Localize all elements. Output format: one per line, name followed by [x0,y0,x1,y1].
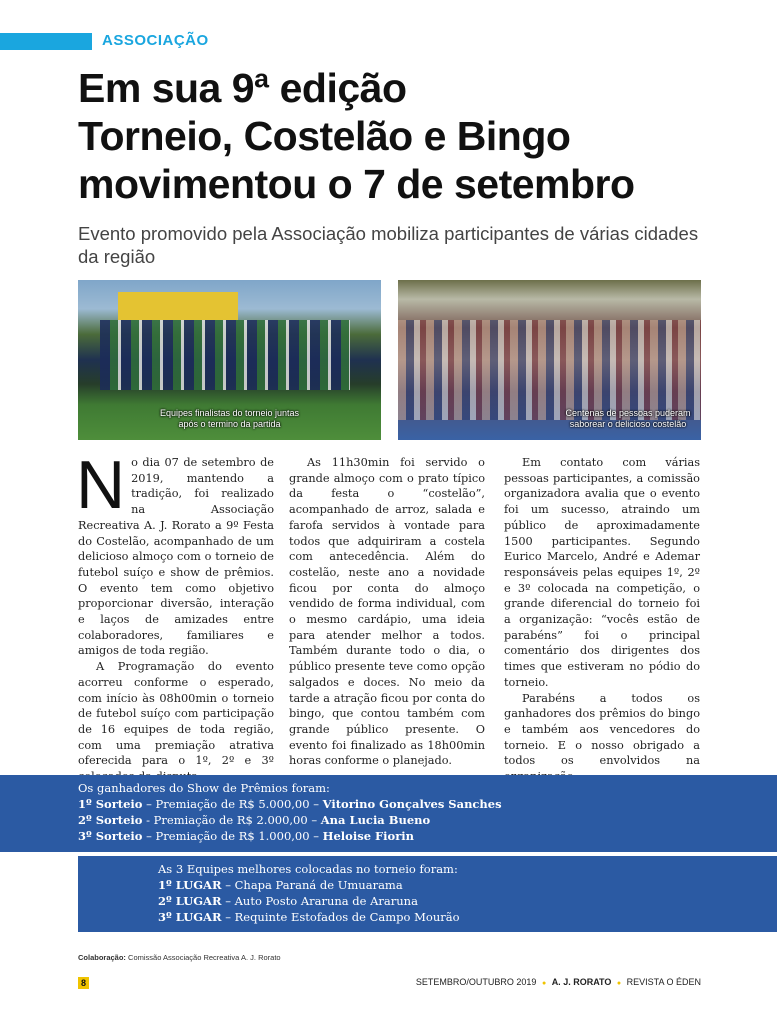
subtitle: Evento promovido pela Associação mobiliza participantes de várias cidades da região [78,223,699,267]
teams-box [78,856,777,932]
photo-caption-line: após o termino da partida [178,419,281,429]
team-item [158,877,460,893]
footer-separator-icon: ● [541,980,547,987]
team-place: 1º LUGAR [158,878,222,892]
prize-item [78,796,502,812]
article-paragraph: A Programação do evento acorreu conforme o esperado, com início às 08h00min o torneio de futebol suíço com participação de 16 equipes de toda região, com uma premiação atrativa oferecida para o 1º, 2º e 3º [78,660,274,768]
prize-winner: Ana Lucia Bueno [320,813,431,827]
photo-crowd-lunch [398,280,701,440]
photo-team-shape [100,320,350,390]
photo-caption [563,408,693,430]
footer-brand: A. J. RORATO [551,977,612,987]
headline-line: Em sua 9ª edição [78,65,407,111]
prize-label: 3º Sorteio [78,829,143,843]
photo-caption-line: Equipes finalistas do torneio juntas [159,408,300,418]
team-place: 2º LUGAR [158,894,222,908]
credit-label: Colaboração: [78,953,126,962]
teams-content [158,861,460,925]
teams-title: As 3 Equipes melhores colocadas no torneio foram: [158,862,458,876]
prizes-content [78,780,502,844]
drop-cap: N [76,447,126,523]
headline-line: movimentou o 7 de setembro [78,161,635,207]
photo-caption [78,408,381,430]
footer-magazine: REVISTA O ÉDEN [626,977,701,987]
headline-line: Torneio, Costelão e Bingo [78,113,571,159]
article-paragraph: As 11h30min foi servido o grande almoço com o prato típico da festa o “costelão”, acompanhado de arroz, salada e farofa servidos à vontade para todos que adquiriram a costela com antecedência. Além do costelão, neste ano a novidade ficou por conta do almoço vendido de forma individual, com o mesmo cardápio, uma ideia para atender melhor a todos. Também durante todo o dia, o público presente teve como opção salgados e doces. No meio da tarde a atração ficou por conta do bingo, que contou também com grande público presente. O evento foi finalizado as 18h00min horas conforme o planejado. [289,456,485,768]
article-paragraph [76,447,274,659]
credit-text: Comissão Associação Recreativa A. J. Rorato [125,953,281,962]
article-paragraph: Em contato com várias pessoas participantes, a comissão organizadora avalia que o evento foi um sucesso, atraindo um público de aproximadamente 1500 participantes. Segundo Eurico Marcelo, André e Ademar responsáveis pelas equipes 1º, 2º e 3º colocada na competição, o grande diferencial do torneio foi a organização: “vocês estão de parabéns” foi o principal comentário dos dirigentes dos times que estiveram no pódio do torneio. [504,456,700,689]
footer-date: SETEMBRO/OUTUBRO 2019 [415,977,537,987]
headline [78,64,718,208]
prize-winner: Vitorino Gonçalves Sanches [322,797,502,811]
team-item [158,893,460,909]
photo-crowd-shape [398,320,701,420]
prize-text: - Premiação de R$ 2.000,00 – [142,813,321,827]
prize-item [78,828,502,844]
team-name: – Requinte Estofados de Campo Mourão [221,910,460,924]
article-paragraph: Parabéns a todos os ganhadores dos prêmios do bingo e também aos vencedores do torneio. E o nosso obrigado a todos os envolvidos na [504,691,700,768]
prize-label: 2º Sorteio [78,813,143,827]
section-accent-bar [0,33,92,50]
prize-winner: Heloise Fiorin [322,829,415,843]
team-item [158,909,460,925]
photo-soccer-teams [78,280,381,440]
prizes-title: Os ganhadores do Show de Prêmios foram: [78,781,330,795]
team-name: – Chapa Paraná de Umuarama [221,878,403,892]
team-name: – Auto Posto Araruna de Araruna [221,894,418,908]
page-number: 8 [78,977,89,989]
photo-building-shape [118,292,238,320]
credit-line [78,953,281,962]
prize-text: – Premiação de R$ 1.000,00 – [142,829,323,843]
article-column-2 [289,455,485,769]
photo-caption-line: saborear o delicioso costelão [569,419,687,429]
team-place: 3º LUGAR [158,910,222,924]
footer-separator-icon: ● [616,980,622,987]
prize-text: – Premiação de R$ 5.000,00 – [142,797,323,811]
photo-caption-line: Centenas de pessoas puderam [565,408,691,418]
article-column-1 [76,447,274,785]
prize-label: 1º Sorteio [78,797,143,811]
section-label: ASSOCIAÇÃO [102,32,209,49]
prize-item [78,812,502,828]
page-footer [416,977,701,987]
article-text: o dia 07 de setembro de 2019, mantendo a tradição, foi realizado na Associação Recreativa A. J. Rorato a 9º Festa do Costelão, acompanhado de um delicioso almoço com o torneio de futebol suíço e show de prêmios. O evento tem como objetivo proporcionar diversão, interação e laços de amizades entre colaboradores, familiares e amigos de toda região. [78,456,274,658]
article-column-3 [504,455,700,785]
prizes-box [0,775,777,852]
